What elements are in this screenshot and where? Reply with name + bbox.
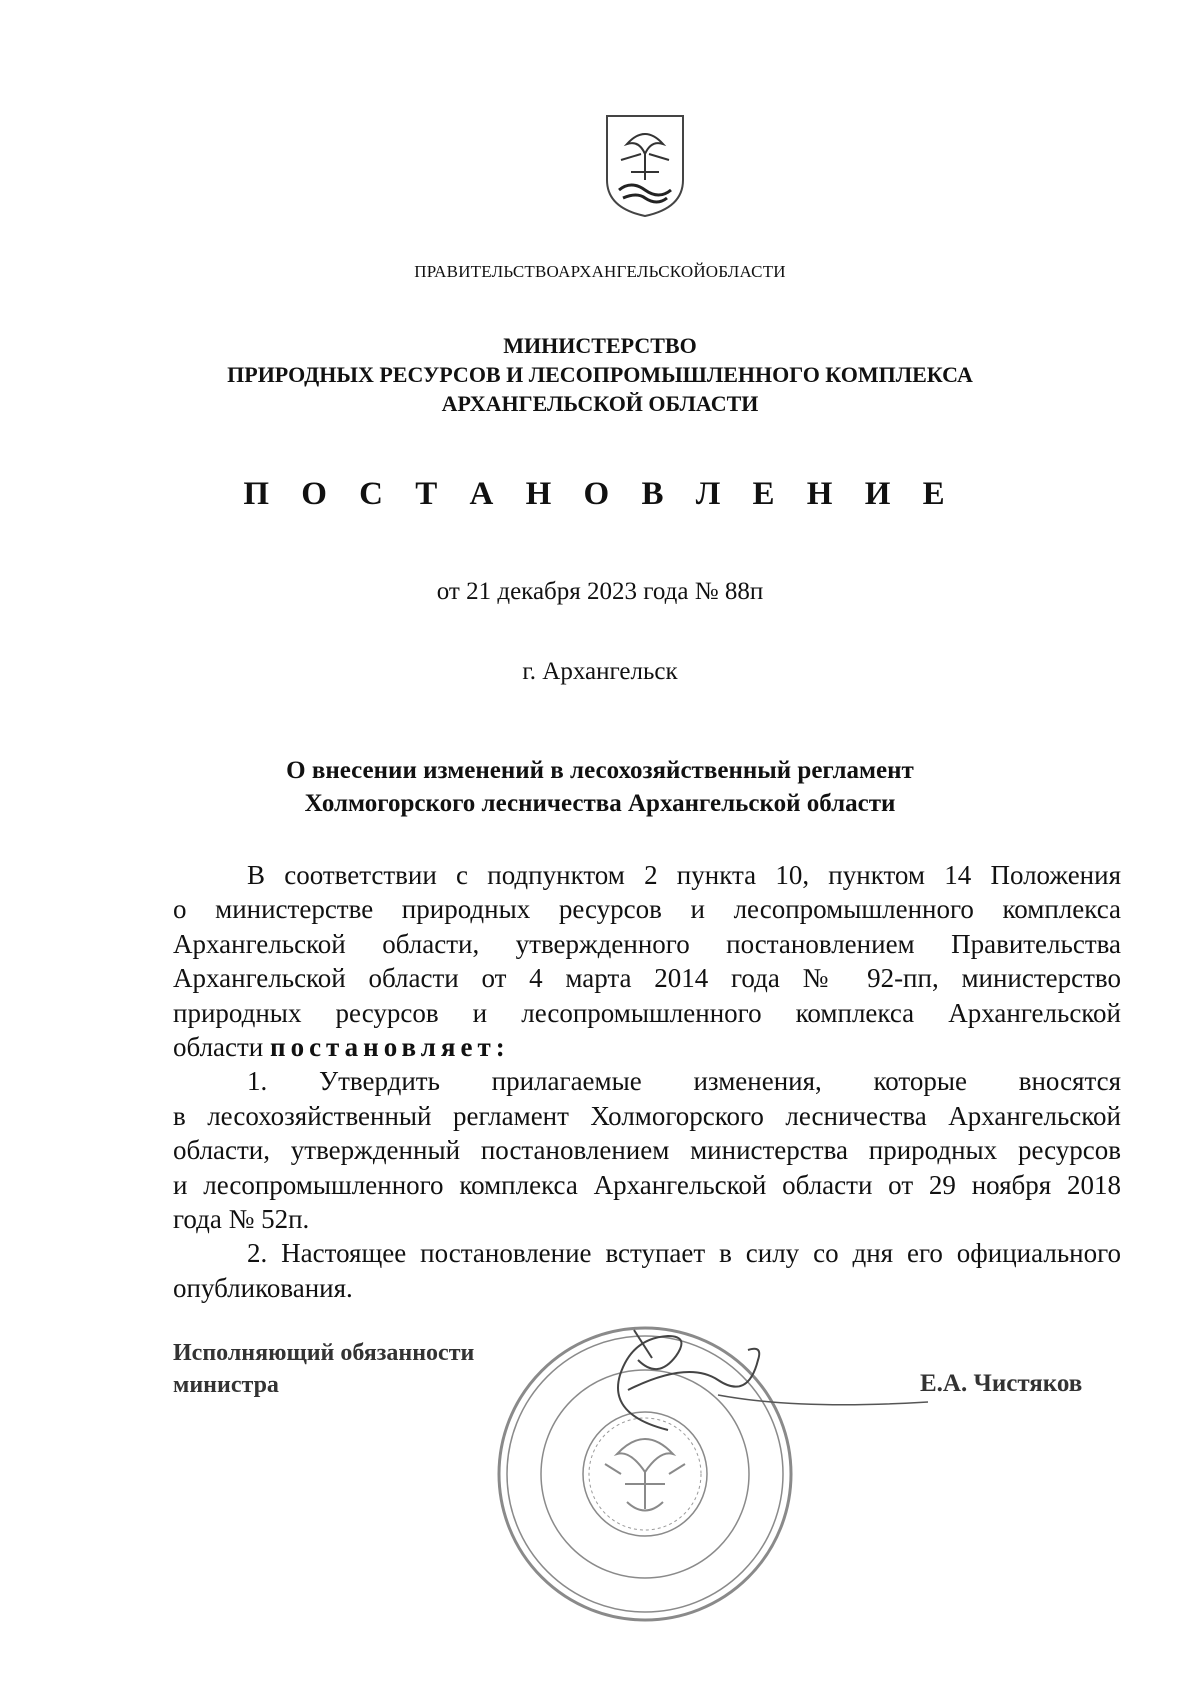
- body-line: области, утвержденный постановлением министерства природных ресурсов: [173, 1135, 1121, 1166]
- coat-of-arms-icon: [601, 110, 689, 220]
- resolves-keyword: постановляет:: [270, 1031, 510, 1062]
- body-line: В соответствии с подпунктом 2 пункта 10, пунктом 14 Положения: [247, 860, 1121, 890]
- signatory-position-line2: министра: [173, 1372, 279, 1398]
- ministry-title-line1: МИНИСТЕРСТВО: [503, 333, 697, 358]
- body-line: о министерстве природных ресурсов и лесопромышленного комплекса: [173, 894, 1121, 925]
- body-line: в лесохозяйственный регламент Холмогорского лесничества Архангельской: [173, 1100, 1121, 1131]
- body-text: области: [173, 1031, 271, 1062]
- document-place: г. Архангельск: [522, 658, 678, 685]
- body-line: опубликования.: [173, 1272, 353, 1303]
- document-body: [173, 858, 1121, 1305]
- body-line: [173, 1030, 1121, 1064]
- document-type-title: П О С Т А Н О В Л Е Н И Е: [243, 476, 957, 512]
- body-line: Архангельской области, утвержденного постановлением Правительства: [173, 928, 1121, 959]
- body-line: года № 52п.: [173, 1203, 310, 1234]
- signature-icon: [598, 1320, 938, 1440]
- government-header: ПРАВИТЕЛЬСТВОАРХАНГЕЛЬСКОЙОБЛАСТИ: [414, 262, 786, 281]
- body-line: Архангельской области от 4 марта 2014 года № 92-пп, министерство: [173, 963, 1121, 994]
- signatory-position-line1: Исполняющий обязанности: [173, 1340, 475, 1366]
- ministry-title-line2: ПРИРОДНЫХ РЕСУРСОВ И ЛЕСОПРОМЫШЛЕННОГО КОМПЛЕКСА: [227, 362, 973, 387]
- subject-line2: Холмогорского лесничества Архангельской области: [304, 790, 896, 817]
- subject-line1: О внесении изменений в лесохозяйственный регламент: [286, 757, 914, 784]
- body-line: 2. Настоящее постановление вступает в силу со дня его официального: [247, 1238, 1121, 1269]
- document-date-number: от 21 декабря 2023 года № 88п: [436, 578, 764, 605]
- body-line: и лесопромышленного комплекса Архангельской области от 29 ноября 2018: [173, 1169, 1121, 1200]
- ministry-title-line3: АРХАНГЕЛЬСКОЙ ОБЛАСТИ: [441, 391, 759, 416]
- body-line: 1. Утвердить прилагаемые изменения, которые вносятся: [247, 1066, 1121, 1097]
- body-line: природных ресурсов и лесопромышленного комплекса Архангельской: [173, 997, 1121, 1028]
- signatory-position: [173, 1337, 474, 1401]
- signatory-name: Е.А. Чистяков: [920, 1370, 1083, 1397]
